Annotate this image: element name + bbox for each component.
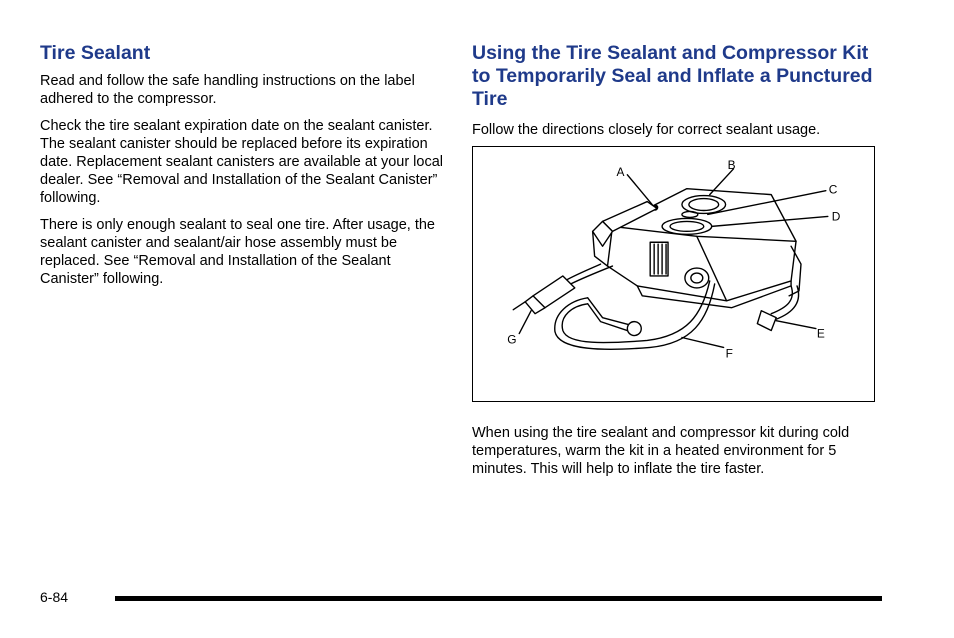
- intro-paragraph: Follow the directions closely for correct sealant usage.: [472, 122, 821, 138]
- paragraph-one-tire: There is only enough sealant to seal one tire. After usage, the sealant canister and sealant/air hose assembly must be replaced. See “Removal and Installation of the Sealant Canister” following.: [40, 217, 435, 287]
- label-d: D: [831, 209, 841, 224]
- left-column: [40, 42, 445, 297]
- using-kit-heading: Using the Tire Sealant and Compressor Kit to Temporarily Seal and Inflate a Punctured Tire: [472, 42, 873, 110]
- after-figure-text: [472, 424, 882, 487]
- label-c: C: [828, 182, 838, 197]
- paragraph-handling: Read and follow the safe handling instructions on the label adhered to the compressor.: [40, 73, 415, 107]
- compressor-kit-illustration: [472, 146, 875, 402]
- footer-rule: [115, 596, 882, 601]
- label-b: B: [727, 157, 736, 172]
- compressor-illustration-svg: [473, 147, 874, 401]
- cold-temperature-paragraph: When using the tire sealant and compressor kit during cold temperatures, warm the kit in a heated environment for 5 minutes. This will help to inflate the tire faster.: [472, 425, 850, 477]
- label-e: E: [816, 326, 825, 341]
- label-g: G: [507, 332, 517, 347]
- label-a: A: [616, 164, 625, 179]
- tire-sealant-heading: Tire Sealant: [40, 42, 151, 64]
- right-column: [472, 42, 882, 148]
- paragraph-expiration: Check the tire sealant expiration date on the sealant canister. The sealant canister should be replaced before its expiration date. Replacement sealant canisters are available at your local dealer. See “Removal and Installation of the Sealant Canister” following.: [40, 118, 444, 206]
- page-number: 6-84: [40, 589, 69, 605]
- label-f: F: [725, 346, 733, 361]
